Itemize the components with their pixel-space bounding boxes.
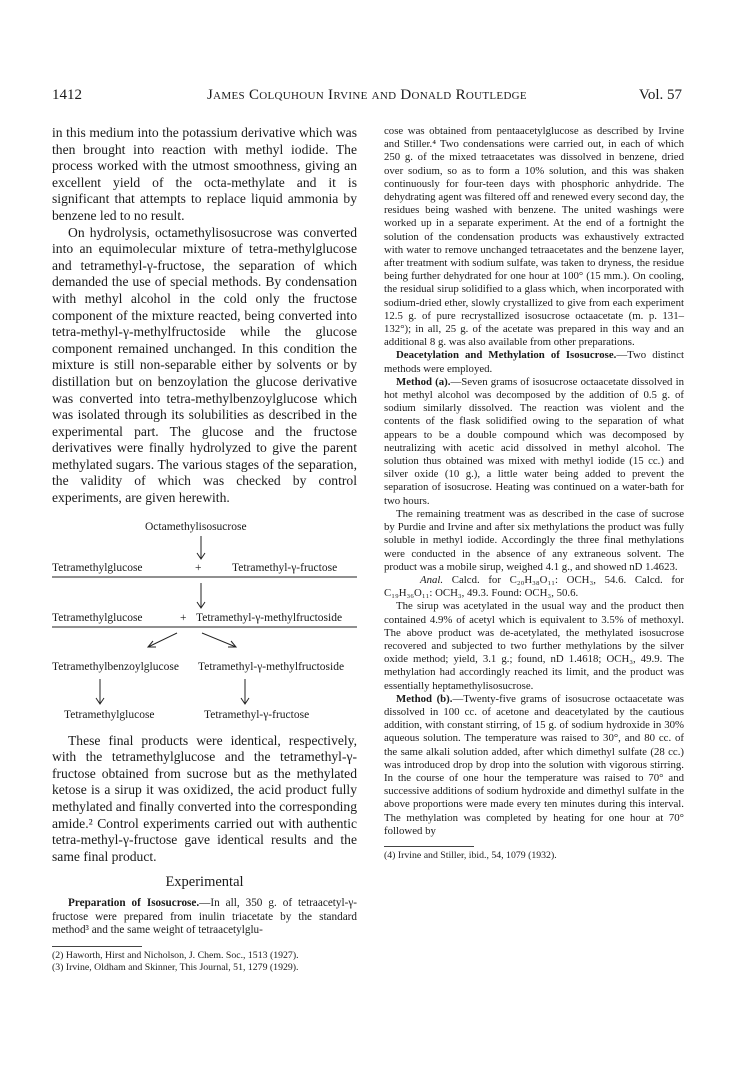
analysis-paragraph: [384, 574, 684, 600]
remaining-treatment-paragraph: The remaining treatment was as described in the case of sucrose by Purdie and Irvine and after six methylations the product was fully soluble in methyl iodide. Accordingly the three final methylations were conducted in the absence of any extraneous solvent. The product was a mobile sirup, weighed 4.1 g., and showed nD 1.4623.: [384, 507, 684, 573]
footnote-4: (4) Irvine and Stiller, ibid., 54, 1079 (1932).: [384, 849, 557, 861]
scheme-r3-left: Tetramethylbenzoylglucose: [52, 660, 179, 673]
preparation-text: —In all, 350 g. of tetraacetyl-γ-fructose were prepared from inulin triacetate by the standard method³ and the same weight of tetraacetylglu-: [52, 897, 357, 936]
scheme-r4-right: Tetramethyl-γ-fructose: [204, 708, 310, 721]
left-paragraph-3: These final products were identical, respectively, with the tetramethylglucose and the tetramethyl-γ-fructose obtained from sucrose but as the methylated ketose is a sirup it was oxidized, the acid product fully methylated and finally converted into the corresponding amide.² Control experiments carried out with authentic tetra-methyl-γ-fructose gave identical results and the same final product.: [52, 732, 358, 864]
right-footnote-rule: [384, 846, 474, 847]
right-column: [384, 125, 684, 862]
deacetylation-heading: Deacetylation and Methylation of Isosucrose.: [396, 349, 617, 362]
analysis-text: Calcd. for C₂₀H₃₈O₁₁: OCH₃, 54.6. Calcd. for C₁₉H₃₆O₁₁: OCH₃, 49.3. Found: OCH₃, 50.6.: [384, 573, 685, 600]
method-a-text: —Seven grams of isosucrose octaacetate dissolved in hot methyl alcohol was decomposed by the addition of 0.5 g. of sodium similarly dissolved. The reaction was violent and the contents of the flask solidified owing to the separation of what appears to be a double compound which was decomposed by neutralizing with acetic acid dissolved in methyl alcohol. The solution thus obtained was mixed with methyl iodide (15 cc.) and silver oxide (10 g.), a little water being added to prevent the separation of isosucrose. Heating was continued on a water-bath for two hours.: [384, 375, 684, 507]
preparation-paragraph: [52, 897, 357, 938]
method-b-heading: Method (b).: [396, 692, 453, 705]
volume-label: Vol. 57: [638, 87, 682, 103]
footnote-rule: [52, 946, 142, 947]
footnote-3: (3) Irvine, Oldham and Skinner, This Journal, 51, 1279 (1929).: [52, 961, 299, 973]
method-a-paragraph: [384, 376, 684, 508]
experimental-heading: Experimental: [165, 874, 244, 891]
method-a-heading: Method (a).: [396, 375, 451, 388]
analysis-heading: Anal.: [420, 573, 444, 586]
left-paragraph-2: On hydrolysis, octamethylisosucrose was converted into an equimolecular mixture of tetra-methylglucose and tetramethyl-γ-fructose, the separation of which demanded the use of special methods. By condensation with methyl alcohol in the cold only the fructose component of the mixture reacted, being converted into tetra-methyl-γ-methylfructoside while the glucose component remained unchanged. In this condition the mixture is still non-separable either by solvents or by distillation but on benzoylation the glucose derivative was converted into tetra-methylbenzoylglucose which was isolated through its solubilities as described in the experimental part. The glucose and the fructose derivatives were finally hydrolyzed to give the parent methylated sugars. The various stages of the separation, the validity of which was checked by control experiments, are given herewith.: [52, 224, 357, 506]
deacetylation-text: —Two distinct methods were employed.: [384, 349, 684, 375]
deacetylation-paragraph: [384, 349, 684, 375]
scheme-r2-right: Tetramethyl-γ-methylfructoside: [196, 611, 343, 624]
scheme-r1-right: Tetramethyl-γ-fructose: [232, 561, 338, 574]
method-b-paragraph: [384, 693, 684, 838]
scheme-r1-left: Tetramethylglucose: [52, 561, 143, 574]
right-paragraph-1: cose was obtained from pentaacetylglucose as described by Irvine and Stiller.⁴ Two condensations were carried out, in each of which 250 g. of the mixed tetraacetates was dissolved in benzene, dried over sodium, so as to form a 10% solution, and this was shaken continuously for four-teen days with phosphoric anhydride. The dehydrating agent was filtered off and renewed every second day, the residues being washed with benzene. The united washings were worked up in a separate experiment. At the end of a fortnight the solution of the condensation products was exhaustively extracted with water to remove unchanged tetraacetates and the benzene layer, after treatment with sodium sulfate, was taken to dryness, the residue being further dehydrated for one hour at 100° (15 mm.). On cooling, the residual sirup solidified to a glass which, when incorporated with sodium-dried ether, slowly crystallized to give from each experiment 12.5 g. of pure recrystallized isosucrose octaacetate (m. p. 131–132°); in all, 25 g. of the acetate was prepared in this way and an additional 8 g. was also available from other preparations.: [384, 125, 684, 349]
scheme-r1-plus: +: [195, 561, 202, 574]
running-title: James Colquhoun Irvine and Donald Routledge: [207, 87, 527, 103]
scheme-r2-left: Tetramethylglucose: [52, 611, 143, 624]
right-footnotes: [384, 850, 684, 862]
scheme-r3-right: Tetramethyl-γ-methylfructoside: [198, 660, 345, 673]
separation-scheme: [52, 519, 357, 801]
footnote-2: (2) Haworth, Hirst and Nicholson, J. Chem. Soc., 1513 (1927).: [52, 949, 299, 961]
page-number: 1412: [52, 87, 82, 103]
sirup-paragraph: The sirup was acetylated in the usual way and the product then contained 4.9% of acetyl which is equivalent to 3.5% of methoxyl. The above product was de-acetylated, the methylated isosucrose recovered and subjected to two further methylations by the silver oxide method; yield, 3.1 g.; found, nD 1.4618; OCH₃, 49.9. The methylation had accordingly reached its limit, and the product was essentially heptamethylisosucrose.: [384, 600, 684, 692]
left-footnotes: [52, 950, 357, 974]
left-paragraph-1: in this medium into the potassium derivative which was then brought into reaction with methyl iodide. The process worked with the utmost smoothness, giving an excellent yield of the octa-methylate and it is significant that attempts to replace liquid ammonia by benzene led to no result.: [52, 125, 357, 223]
scheme-r2-plus: +: [180, 611, 187, 624]
method-b-text: —Twenty-five grams of isosucrose octaacetate was dissolved in 100 cc. of acetone and deacetylated by the cautious addition, with constant stirring, of 15 g. of sodium hydroxide in 30% aqueous solution. The temperature was raised to 30°, and 80 cc. of the same alkali solution added, after which dimethyl sulfate (28 cc.) was introduced drop by drop into the solution with vigorous stirring. In the course of one hour the temperature was raised to 70° and successive additions of sodium hydroxide and dimethyl sulfate in the above proportions were made every ten minutes during this interval. The methylation was completed by heating for one hour at 70° followed by: [384, 692, 684, 837]
left-column: [52, 125, 357, 974]
scheme-octamethylisosucrose: Octamethylisosucrose: [145, 520, 247, 533]
scheme-r4-left: Tetramethylglucose: [64, 708, 155, 721]
running-header: [52, 87, 682, 107]
preparation-heading: Preparation of Isosucrose.: [68, 897, 200, 909]
